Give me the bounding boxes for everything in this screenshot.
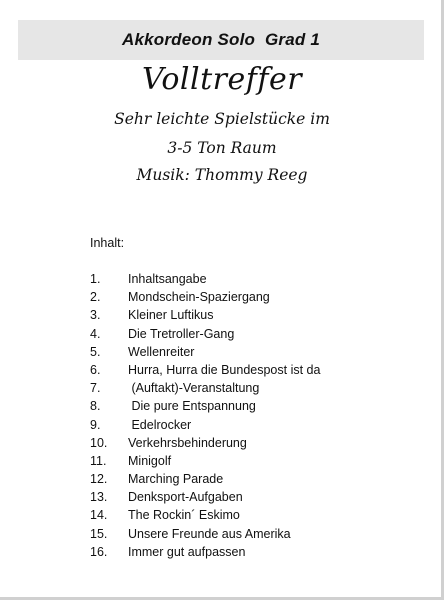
toc-item-number: 2. xyxy=(90,290,101,305)
toc-item-title: Verkehrsbehinderung xyxy=(128,435,247,450)
toc-item-number: 14. xyxy=(90,508,108,523)
toc-item-title: Die pure Entspannung xyxy=(128,399,256,414)
subtitle-line-1: Sehr leichte Spielstücke im xyxy=(114,110,330,128)
toc-item xyxy=(90,381,260,399)
toc-item-number: 10. xyxy=(90,435,108,450)
toc-list xyxy=(90,272,321,563)
toc-item xyxy=(90,290,270,308)
toc-item xyxy=(90,490,243,508)
subtitle-line-2: 3-5 Ton Raum xyxy=(167,139,277,157)
toc-item xyxy=(90,453,172,472)
toc-item-title: Hurra, Hurra die Bundespost ist da xyxy=(128,362,321,377)
toc-item-number: 5. xyxy=(90,344,101,359)
toc-item xyxy=(90,435,247,454)
toc-item-title: (Auftakt)-Veranstaltung xyxy=(128,381,260,396)
toc-item-number: 12. xyxy=(90,472,108,487)
toc-item-title: Marching Parade xyxy=(128,472,224,487)
toc-item-title: The Rockin´ Eskimo xyxy=(128,508,240,523)
toc-item-title: Denksport-Aufgaben xyxy=(128,490,243,505)
toc-item-number: 6. xyxy=(90,362,101,377)
toc-item-title: Inhaltsangabe xyxy=(128,272,207,286)
toc-item-number: 3. xyxy=(90,308,101,323)
toc-item-number: 16. xyxy=(90,544,108,559)
toc-item-title: Minigolf xyxy=(128,453,172,468)
toc-item-title: Kleiner Luftikus xyxy=(128,308,214,323)
toc-item-number: 13. xyxy=(90,490,108,505)
toc-item-number: 7. xyxy=(90,381,101,396)
toc-item-number: 4. xyxy=(90,326,101,341)
toc-item-number: 8. xyxy=(90,399,101,414)
toc-item-title: Immer gut aufpassen xyxy=(128,544,246,559)
toc-item xyxy=(90,399,256,417)
toc-item xyxy=(90,272,207,290)
toc-item-title: Mondschein-Spaziergang xyxy=(128,290,270,305)
toc-item-title: Edelrocker xyxy=(128,417,192,432)
document-title: Volltreffer xyxy=(141,62,303,97)
toc-item-title: Wellenreiter xyxy=(128,344,195,359)
toc-item xyxy=(90,326,235,345)
toc-item-number: 15. xyxy=(90,526,108,541)
header-text: Akkordeon Solo Grad 1 xyxy=(121,30,321,49)
toc-item-number: 9. xyxy=(90,417,101,432)
toc-item-number: 11. xyxy=(90,453,107,468)
toc-item xyxy=(90,344,195,363)
toc-item xyxy=(90,362,321,381)
toc-heading: Inhalt: xyxy=(90,236,125,250)
toc-item-title: Die Tretroller-Gang xyxy=(128,326,235,341)
toc-item-title: Unsere Freunde aus Amerika xyxy=(128,526,291,541)
toc-item xyxy=(90,417,192,436)
toc-item xyxy=(90,308,214,326)
header-band xyxy=(18,20,424,60)
composer-line: Musik: Thommy Reeg xyxy=(136,166,308,184)
toc-item xyxy=(90,508,240,526)
toc-item xyxy=(90,544,246,563)
toc-item-number: 1. xyxy=(90,272,101,286)
toc-item xyxy=(90,526,291,545)
toc-item xyxy=(90,472,224,490)
